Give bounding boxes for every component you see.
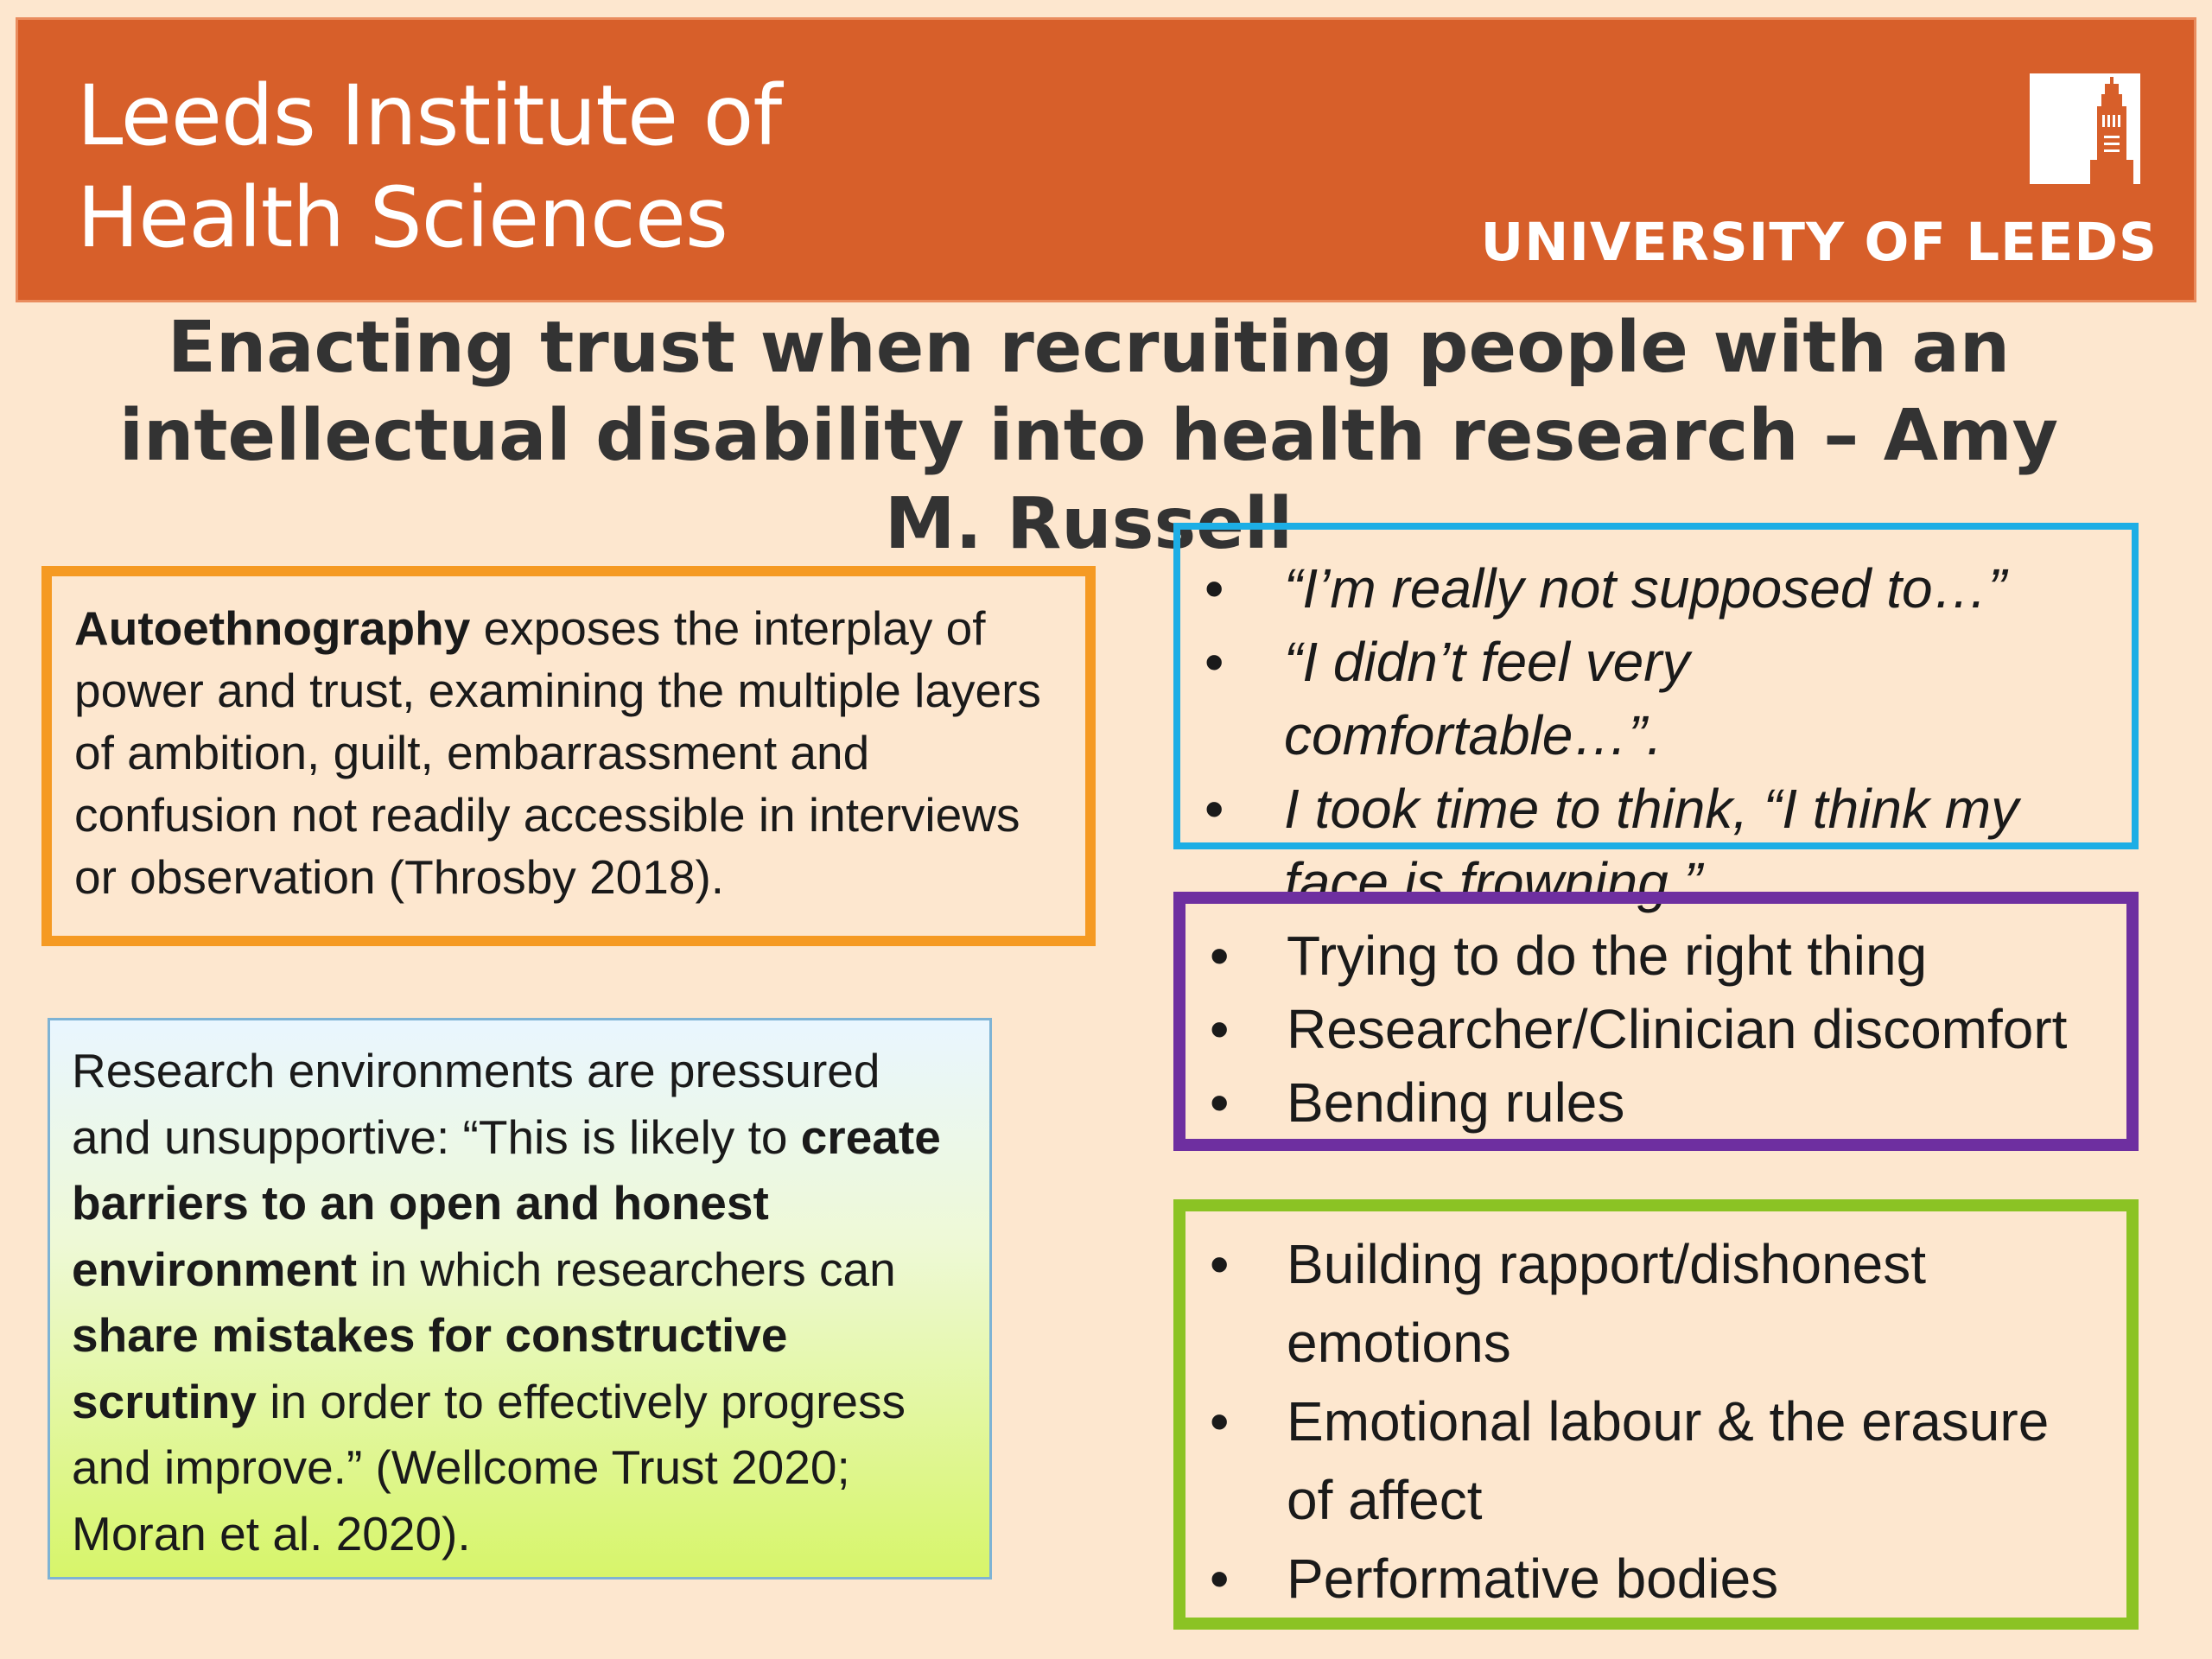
institute-name-line1: Leeds Institute of	[77, 67, 782, 164]
list-item	[1185, 1225, 2099, 1382]
list-item-text: Researcher/Clinician discomfort	[1287, 998, 2068, 1060]
list-item-text: Trying to do the right thing	[1287, 925, 1928, 987]
emotions-list	[1185, 1225, 2099, 1618]
list-item-text: Bending rules	[1287, 1071, 1625, 1134]
bullet-icon: •	[1205, 631, 1224, 693]
list-item-text: Performative bodies	[1287, 1548, 1779, 1610]
bullet-icon: •	[1205, 557, 1224, 620]
themes-list	[1185, 919, 2067, 1140]
list-item	[1180, 552, 2062, 626]
bullet-icon: •	[1210, 1233, 1230, 1295]
list-item-text: I took time to think, “I think my face is frowning.”	[1284, 778, 2019, 913]
research-environment-box	[48, 1018, 992, 1580]
bullet-icon: •	[1210, 1548, 1230, 1610]
list-item	[1185, 993, 2067, 1066]
list-item-text: “I’m really not supposed to…”	[1284, 557, 2006, 620]
quote-emphasis: share mistakes for constructive scrutiny	[72, 1308, 788, 1428]
parkinson-tower-logo-icon	[2030, 73, 2140, 184]
quotes-list-box	[1173, 523, 2139, 913]
bullet-icon: •	[1210, 925, 1230, 987]
bullet-icon: •	[1210, 1390, 1230, 1452]
university-name: UNIVERSITY OF LEEDS	[1480, 212, 2158, 273]
bullet-icon: •	[1210, 1071, 1230, 1134]
list-item-text: Building rapport/dishonest emotions	[1287, 1233, 1927, 1374]
quote-text-part: in which researchers can	[357, 1242, 896, 1296]
emotions-list-box	[1173, 1199, 2139, 1630]
quote-text-part: in order to effectively progress and improve.” (Wellcome Trust 2020; Moran et al. 2020).	[72, 1374, 906, 1560]
header-banner	[16, 17, 2196, 302]
list-item	[1185, 1382, 2099, 1540]
list-item	[1180, 626, 2062, 772]
institute-name	[77, 65, 781, 269]
bullet-icon: •	[1205, 778, 1224, 840]
institute-name-line2: Health Sciences	[77, 169, 728, 266]
quote-text-part: Research environments are pressured and unsupportive: “This is likely to	[72, 1044, 880, 1164]
list-item-text: Emotional labour & the erasure of affect	[1287, 1390, 2050, 1531]
quote-emphasis: create barriers to an open and honest environment	[72, 1109, 941, 1296]
autoethnography-box	[41, 566, 1096, 946]
list-item	[1185, 919, 2067, 993]
list-item	[1185, 1066, 2067, 1140]
list-item	[1185, 1540, 2099, 1618]
list-item-text: “I didn’t feel very comfortable…”.	[1284, 631, 1690, 766]
quotes-list	[1180, 552, 2062, 919]
bullet-icon: •	[1210, 998, 1230, 1060]
autoethnography-text: exposes the interplay of power and trust, examining the multiple layers of ambition, guilt, embarrassment and confusion not readily accessible in interviews or observation (Throsby 2018).	[74, 601, 1041, 904]
autoethnography-term: Autoethnography	[74, 601, 471, 655]
themes-list-box	[1173, 892, 2139, 1151]
poster-title: Enacting trust when recruiting people with an intellectual disability into health research – Amy M. Russell	[118, 307, 2059, 565]
